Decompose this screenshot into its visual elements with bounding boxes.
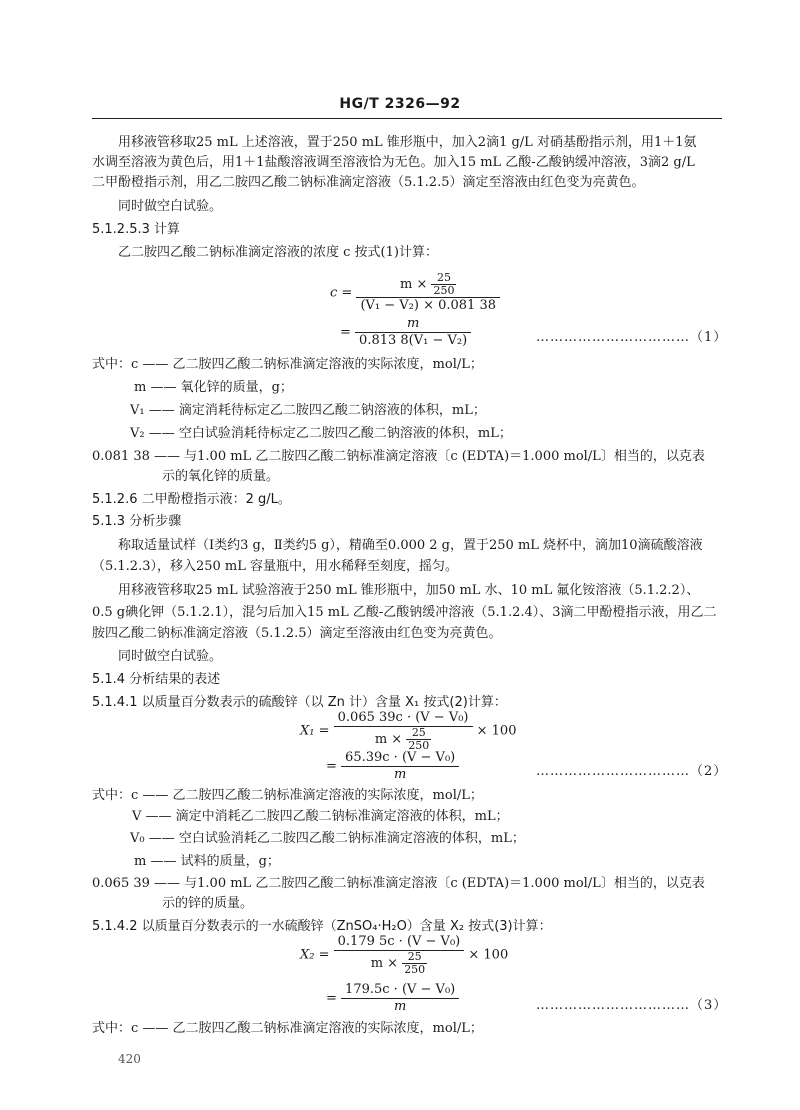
where-m: m —— 氧化锌的质量，g； — [134, 380, 293, 395]
para1-line2: 水调至溶液为黄色后，用1＋1盐酸溶液调至溶液恰为无色。加入15 mL 乙酸-乙酸钠缓冲溶液，3滴2 g/L — [92, 155, 695, 170]
where2-v: V —— 滴定中消耗乙二胺四乙酸二钠标准滴定溶液的体积，mL； — [132, 809, 509, 824]
section-5-1-3-line3: 用移液管移取25 mL 试验溶液于250 mL 锥形瓶中，加50 mL 水、10 mL 氟化铵溶液（5.1.2.2）、 — [118, 583, 700, 598]
para1-line1: 用移液管移取25 mL 上述溶液，置于250 mL 锥形瓶中，加入2滴1 g/L 对硝基酚指示剂，用1＋1氨 — [118, 135, 697, 150]
where-coefficient-1: 0.081 38 —— 与1.00 mL 乙二胺四乙酸二钠标准滴定溶液〔c (EDTA)＝1.000 mol/L〕相当的，以克表 — [92, 449, 705, 464]
equation-2-number: ……………………………（2） — [536, 764, 728, 779]
equation-3-number: ……………………………（3） — [536, 998, 728, 1013]
section-5-1-2-5-3-intro: 乙二胺四乙酸二钠标准滴定溶液的浓度 c 按式(1)计算： — [118, 245, 438, 260]
where2-coefficient-1: 0.065 39 —— 与1.00 mL 乙二胺四乙酸二钠标准滴定溶液〔c (EDTA)＝1.000 mol/L〕相当的，以克表 — [92, 876, 705, 891]
section-5-1-3-line1: 称取适量试样（Ⅰ类约3 g，Ⅱ类约5 g），精确至0.000 2 g，置于250 mL 烧杯中，滴加10滴硫酸溶液 — [118, 538, 703, 553]
section-5-1-4-title: 5.1.4 分析结果的表述 — [92, 672, 221, 687]
page-number: 420 — [118, 1052, 141, 1066]
standard-code-header: HG/T 2326—92 — [339, 96, 461, 112]
section-5-1-3-title: 5.1.3 分析步骤 — [92, 514, 182, 529]
para1-line3: 二甲酚橙指示剂，用乙二胺四乙酸二钠标准滴定溶液（5.1.2.5）滴定至溶液由红色变为亮黄色。 — [92, 175, 645, 190]
equation-2-simplified: = $\frac{\text{65.39c · (V − V₀)}}{m}$ — [326, 750, 459, 783]
header-rule — [92, 118, 722, 119]
equation-1-simplified: = $\frac{m}{\text{0.813 8(V₁ − V₂)}}$ — [340, 316, 471, 349]
where2-v0: V₀ —— 空白试验消耗乙二胺四乙酸二钠标准滴定溶液的体积，mL； — [130, 831, 525, 846]
where2-c: 式中：c —— 乙二胺四乙酸二钠标准滴定溶液的实际浓度，mol/L； — [92, 788, 483, 803]
section-5-1-3-line5: 胺四乙酸二钠标准滴定溶液（5.1.2.5）滴定至溶液由红色变为亮黄色。 — [92, 626, 502, 641]
where2-coefficient-2: 示的锌的质量。 — [162, 896, 254, 911]
equation-1: c = m × $\frac{25}{250}$ (V₁ − V₂) × 0.081 38 — [330, 272, 500, 314]
section-5-1-3-line4: 0.5 g碘化钾（5.1.2.1），混匀后加入15 mL 乙酸-乙酸钠缓冲溶液（5.1.2.4）、3滴二甲酚橙指示液，用乙二 — [92, 605, 717, 620]
where-c: 式中：c —— 乙二胺四乙酸二钠标准滴定溶液的实际浓度，mol/L； — [92, 357, 483, 372]
para1-line4: 同时做空白试验。 — [118, 199, 223, 214]
equation-1-number: ……………………………（1） — [536, 330, 728, 345]
equation-2: X₁ = 0.065 39c · (V − V₀) m × $\frac{25}{250}$ × 100 — [300, 710, 517, 752]
where-coefficient-2: 示的氧化锌的质量。 — [162, 469, 280, 484]
section-5-1-4-1: 5.1.4.1 以质量百分数表示的硫酸锌（以 Zn 计）含量 X₁ 按式(2)计算： — [92, 695, 507, 710]
section-5-1-2-6: 5.1.2.6 二甲酚橙指示液：2 g/L。 — [92, 492, 291, 507]
where3-c: 式中：c —— 乙二胺四乙酸二钠标准滴定溶液的实际浓度，mol/L； — [92, 1021, 483, 1036]
where2-m: m —— 试料的质量，g； — [134, 854, 280, 869]
equation-3: X₂ = 0.179 5c · (V − V₀) m × $\frac{25}{250}$ × 100 — [300, 934, 509, 976]
equation-3-simplified: = $\frac{\text{179.5c · (V − V₀)}}{m}$ — [326, 982, 459, 1015]
section-5-1-3-line2: （5.1.2.3），移入250 mL 容量瓶中，用水稀释至刻度，摇匀。 — [92, 559, 459, 574]
section-5-1-3-line6: 同时做空白试验。 — [118, 649, 223, 664]
section-5-1-2-5-3-title: 5.1.2.5.3 计算 — [92, 222, 181, 237]
where-v1: V₁ —— 滴定消耗待标定乙二胺四乙酸二钠溶液的体积，mL； — [130, 403, 486, 418]
where-v2: V₂ —— 空白试验消耗待标定乙二胺四乙酸二钠溶液的体积，mL； — [130, 426, 512, 441]
section-5-1-4-2: 5.1.4.2 以质量百分数表示的一水硫酸锌（ZnSO₄·H₂O）含量 X₂ 按式(3)计算： — [92, 919, 552, 934]
